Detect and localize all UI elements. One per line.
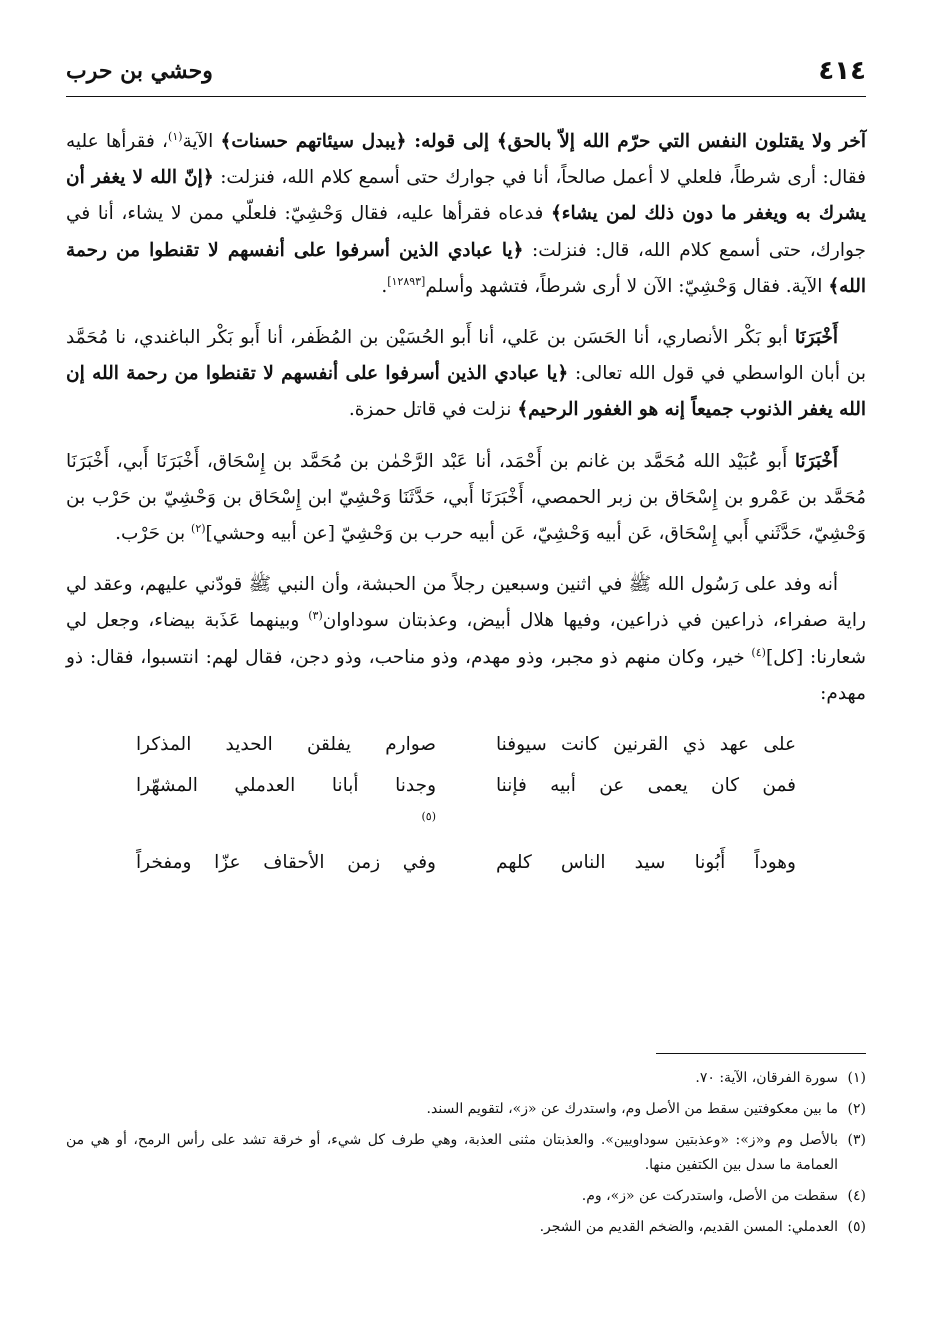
quran-quote: ﴿إنّ الله لا يغفر أن يشرك به ويغفر ما دون ذلك لمن يشاء﴾ (66, 167, 866, 225)
footnote-number: (٣) (847, 1132, 866, 1148)
poem-hemistich: فمن كان يعمى عن أبيه فإننا (496, 775, 796, 797)
poem-hemistich: على عهد ذي القرنين كانت سيوفنا (496, 734, 796, 756)
footnote-number: (٤) (847, 1188, 866, 1204)
footnote (66, 1128, 866, 1178)
footnotes (66, 1066, 866, 1246)
poem (66, 727, 866, 881)
quran-quote: ﴿يا عبادي الذين أسرفوا على أنفسهم لا تقنطوا من رحمة الله إن الله يغفر الذنوب جميعاً إنه هو الغفور الرحيم﴾ (66, 363, 866, 421)
footnote-divider (656, 1053, 866, 1054)
paragraph-1 (66, 124, 866, 305)
footnote-text: ما بين معكوفتين سقط من الأصل وم، واستدرك عن «ز»، لتقويم السند. (426, 1101, 838, 1117)
footnote-number: (٢) (847, 1101, 866, 1117)
quran-quote: آخر ولا يقتلون النفس التي حرّم الله إلاّ بالحق﴾ إلى قوله: (406, 131, 867, 152)
poem-hemistich: وجدنا أبانا العدملي المشهّرا (136, 775, 436, 797)
poem-hemistich: وهوداً أَبُونا سيد الناس كلهم (496, 852, 796, 874)
paragraph-3 (66, 444, 866, 553)
text-span: أبو بَكْر الأنصاري، أنا الحَسَن بن عَلي، أنا أَبو الحُسَيْن بن المُظَفر، أنا أَبو بَكْر الباغندي، نا مُحَمَّد بن أبان الواسطي في قول الله تعالى: (66, 327, 866, 385)
footnote-ref: (٢) (191, 521, 206, 535)
page-header (66, 52, 866, 97)
quran-quote: ﴿يبدل سيئاتهم حسنات﴾ (220, 131, 407, 152)
main-text (66, 124, 866, 881)
footnote-ref: (٥) (421, 809, 436, 823)
text-span: ، فقرأها عليه فقال: أرى شرطاً، فلعلي لا أعمل صالحاً، أنا في جوارك حتى أسمع كلام الله، فنزلت: (66, 131, 866, 189)
text-span: بن حَرْب. (115, 523, 192, 545)
footnote-ref: (٤) (751, 645, 766, 659)
footnote (66, 1097, 866, 1122)
running-title: وحشي بن حرب (66, 58, 213, 84)
text-span: أنه وفد على رَسُول الله ﷺ في اثنين وسبعين رجلاً من الحبشة، وأن النبي ﷺ قودّني عليهم، وعقد لي راية صفراء، ذراعين في ذراعين، وفيها هلال أبيض، وعذبتان سوداوان (66, 574, 866, 632)
poem-hemistich: صوارم يفلقن الحديد المذكرا (136, 734, 436, 756)
footnote (66, 1215, 866, 1240)
footnote-ref: (٣) (308, 609, 323, 623)
footnote (66, 1184, 866, 1209)
text-span: خير، وكان منهم ذو مجبر، وذو مهدم، وذو مناحب، وذو دجن، فقال لهم: انتسبوا، فقال: ذو مهدم: (66, 646, 866, 704)
footnote-text: العدملي: المسن القديم، والضخم القديم من الشجر. (539, 1219, 838, 1235)
footnote-text: سقطت من الأصل، واستدركت عن «ز»، وم. (581, 1188, 838, 1204)
footnote (66, 1066, 866, 1091)
footnote-ref: (١) (168, 129, 183, 143)
footnote-number: (٥) (847, 1219, 866, 1235)
text-span: وبينهما عَذَبة بيضاء، وجعل لي شعارنا: [كل] (66, 610, 866, 668)
text-span: الآية. فقال وَحْشِيّ: الآن لا أرى شرطاً، فتشهد وأسلم (425, 275, 829, 297)
footnote-text: بالأصل وم و«ز»: «وعذبتين سوداويين». والعذبتان مثنى العذبة، وهي طرف كل شيء، أو خرقة تشد على رأس الرمح، أو هي من العمامة ما سدل بين الكتفين منها. (66, 1132, 838, 1173)
text-span: نزلت في قاتل حمزة. (348, 399, 518, 421)
text-span: . (381, 275, 388, 297)
page-number: ٤١٤ (818, 56, 866, 86)
isnad-keyword: أَخْبَرَنَا (794, 450, 838, 472)
paragraph-2 (66, 320, 866, 429)
hadith-number: [١٢٨٩٣] (387, 274, 426, 288)
text-span: فدعاه فقرأها عليه، فقال وَحْشِيّ: فلعلّي ممن لا يشاء، أنا في جوارك، حتى أسمع كلام الله، قال: فنزلت: (66, 203, 866, 261)
poem-hemistich-with-note (136, 768, 436, 840)
poem-hemistich: وفي زمن الأحقاف عزّا ومفخراً (136, 852, 436, 874)
footnote-number: (١) (847, 1070, 866, 1086)
text-span: أَبو عُبَيْد الله مُحَمَّد بن غانم بن أَحْمَد، أنا عَبْد الرَّحْمٰن بن مُحَمَّد بن إِسْحَاق، أَخْبَرَنَا أَبي، أَخْبَرَنَا مُحَمَّد بن عَمْرو بن إِسْحَاق بن زبر الحمصي، أَخْبَرَنَا أَبي، حَدَّثَنَا وَحْشِيّ ابن إِسْحَاق بن وَحْشِيّ بن حَرْب بن وَحْشِيّ، حَدَّثَني أَبي إِسْحَاق، عَن أبيه وَحْشِيّ، عَن أبيه حرب بن وَحْشِيّ [عن أبيه وحشي] (66, 450, 866, 545)
paragraph-4 (66, 567, 866, 712)
quran-quote: ﴿يا عبادي الذين أسرفوا على أنفسهم لا تقنطوا من رحمة الله﴾ (66, 239, 866, 297)
footnote-text: سورة الفرقان، الآية: ٧٠. (695, 1070, 838, 1086)
isnad-keyword: أَخْبَرَنَا (794, 327, 838, 349)
text-span: الآية (182, 131, 221, 152)
